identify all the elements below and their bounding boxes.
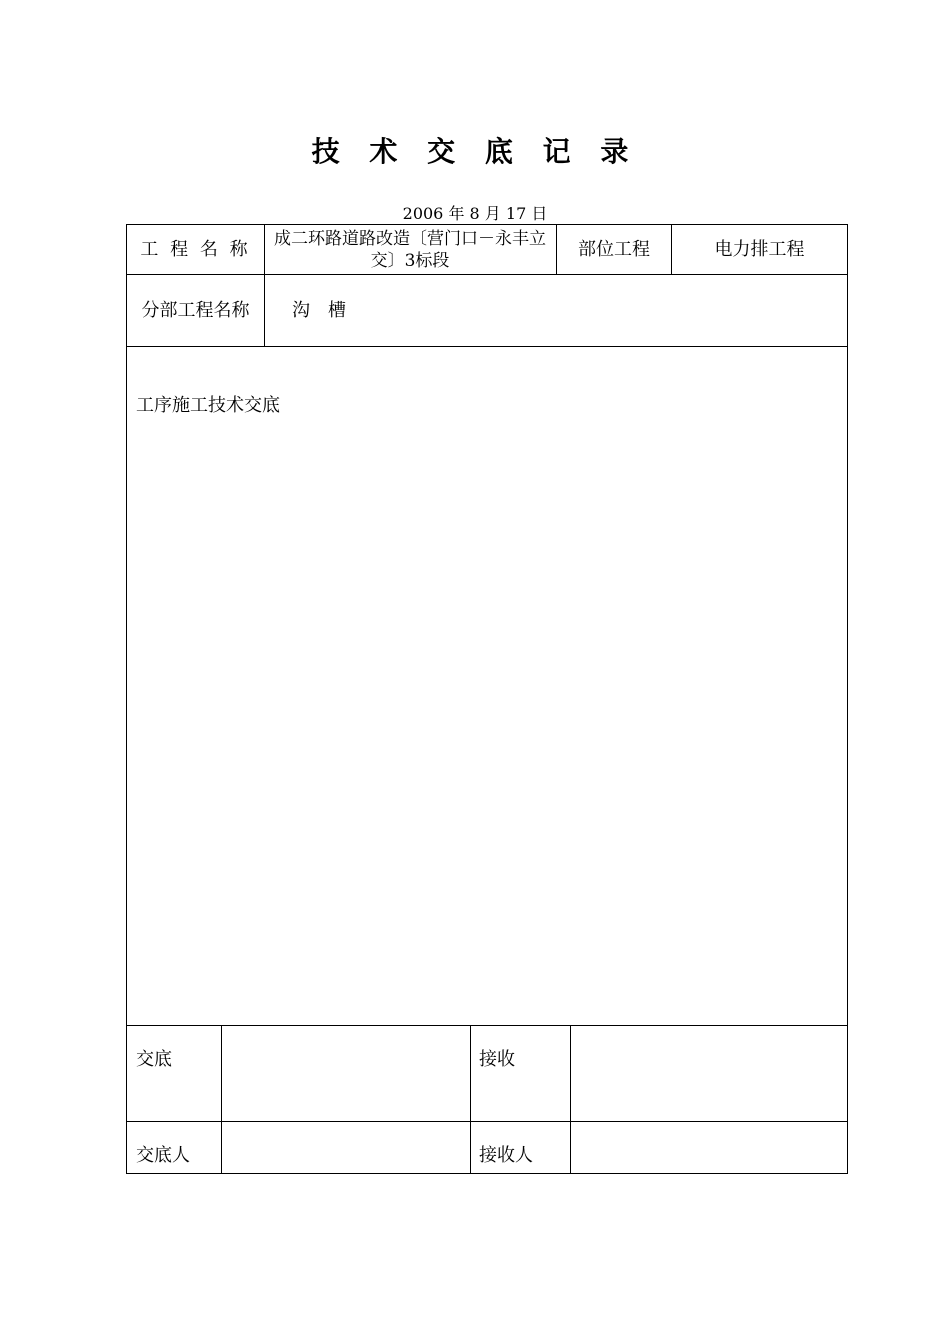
document-title: 技 术 交 底 记 录 xyxy=(311,135,639,168)
handover-person-label: 交底人 xyxy=(136,1145,190,1166)
receiver-label: 接收人 xyxy=(479,1145,533,1166)
col-divider xyxy=(570,1025,571,1174)
subpart-value: 沟 槽 xyxy=(292,299,346,321)
receive-label: 接收 xyxy=(479,1049,515,1070)
row-divider xyxy=(126,1121,848,1122)
handover-label: 交底 xyxy=(136,1049,172,1070)
subpart-label: 分部工程名称 xyxy=(141,299,250,321)
row-divider xyxy=(126,346,848,347)
project-name-label: 工 程 名 称 xyxy=(140,238,251,260)
col-divider xyxy=(221,1025,222,1174)
content-heading: 工序施工技术交底 xyxy=(136,395,280,416)
record-table xyxy=(126,224,848,1174)
document-date: 2006 年 8 月 17 日 xyxy=(402,204,548,223)
part-label: 部位工程 xyxy=(578,238,650,260)
project-name-value: 成二环路道路改造〔营门口－永丰立交〕3标段 xyxy=(274,228,546,271)
part-value: 电力排工程 xyxy=(714,238,805,260)
row-divider xyxy=(126,1025,848,1026)
col-divider xyxy=(470,1025,471,1174)
col-divider xyxy=(264,224,265,346)
